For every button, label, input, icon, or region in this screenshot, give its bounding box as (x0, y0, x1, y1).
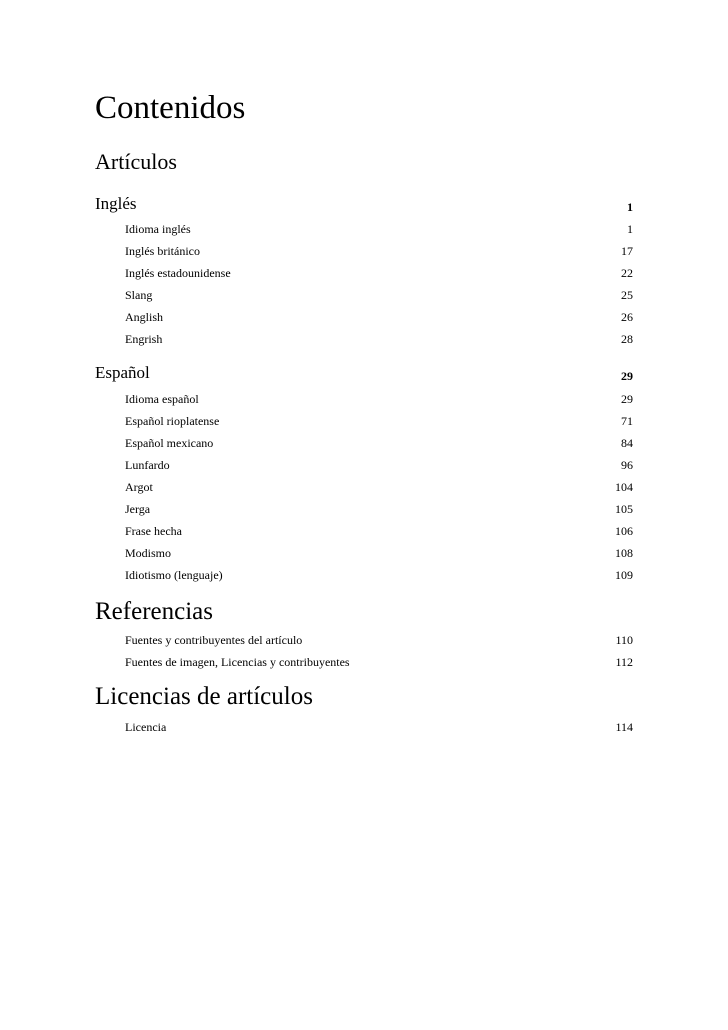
entry-page-number: 28 (621, 332, 633, 346)
licenses-heading: Licencias de artículos (95, 683, 313, 710)
chapter-page-number: 1 (627, 200, 633, 214)
entry-label: Jerga (125, 502, 151, 516)
toc-entry[interactable] (125, 330, 633, 348)
toc-entry[interactable] (125, 412, 633, 430)
entry-label: Inglés estadounidense (125, 266, 231, 280)
toc-chapter-ingles[interactable] (95, 193, 633, 215)
entry-label: Idiotismo (lenguaje) (125, 568, 223, 582)
entry-label: Modismo (125, 546, 172, 560)
entry-page-number: 104 (615, 480, 633, 494)
entry-page-number: 29 (621, 392, 633, 406)
entry-label: Engrish (125, 332, 163, 346)
entry-page-number: 1 (627, 222, 633, 236)
entry-label: Fuentes de imagen, Licencias y contribuyentes (125, 655, 350, 669)
entry-label: Idioma español (125, 392, 199, 406)
entry-page-number: 96 (621, 458, 633, 472)
toc-entry[interactable] (125, 456, 633, 474)
entry-page-number: 105 (615, 502, 633, 516)
entry-label: Lunfardo (125, 458, 170, 472)
toc-entry[interactable] (125, 308, 633, 326)
toc-entry[interactable] (125, 242, 633, 260)
entry-label: Argot (125, 480, 153, 494)
entry-page-number: 112 (615, 655, 633, 669)
toc-entry[interactable] (125, 478, 633, 496)
toc-entry[interactable] (125, 631, 633, 649)
entry-label: Licencia (125, 720, 167, 734)
toc-entry[interactable] (125, 434, 633, 452)
entry-page-number: 25 (621, 288, 633, 302)
references-heading: Referencias (95, 598, 213, 625)
entry-page-number: 22 (621, 266, 633, 280)
entry-label: Español rioplatense (125, 414, 220, 428)
chapter-label: Inglés (95, 194, 137, 213)
entry-label: Slang (125, 288, 153, 302)
toc-entry[interactable] (125, 566, 633, 584)
entry-label: Español mexicano (125, 436, 214, 450)
entry-label: Fuentes y contribuyentes del artículo (125, 633, 303, 647)
toc-entry[interactable] (125, 544, 633, 562)
entry-page-number: 84 (621, 436, 633, 450)
entry-page-number: 71 (621, 414, 633, 428)
entry-label: Anglish (125, 310, 164, 324)
toc-chapter-espanol[interactable] (95, 362, 633, 384)
entry-page-number: 114 (615, 720, 633, 734)
toc-entry[interactable] (125, 500, 633, 518)
entry-label: Frase hecha (125, 524, 182, 538)
entry-page-number: 110 (615, 633, 633, 647)
entry-page-number: 106 (615, 524, 633, 538)
entry-label: Inglés británico (125, 244, 200, 258)
page-title: Contenidos (95, 90, 246, 126)
toc-entry[interactable] (125, 390, 633, 408)
chapter-label: Español (95, 363, 150, 382)
toc-entry[interactable] (125, 653, 633, 671)
entry-page-number: 109 (615, 568, 633, 582)
toc-entry[interactable] (125, 220, 633, 238)
entry-page-number: 26 (621, 310, 633, 324)
entry-page-number: 17 (621, 244, 633, 258)
articles-heading: Artículos (95, 149, 177, 174)
entry-page-number: 108 (615, 546, 633, 560)
toc-entry[interactable] (125, 286, 633, 304)
chapter-page-number: 29 (621, 369, 633, 383)
toc-entry[interactable] (125, 522, 633, 540)
toc-entry[interactable] (125, 718, 633, 736)
entry-label: Idioma inglés (125, 222, 191, 236)
toc-entry[interactable] (125, 264, 633, 282)
